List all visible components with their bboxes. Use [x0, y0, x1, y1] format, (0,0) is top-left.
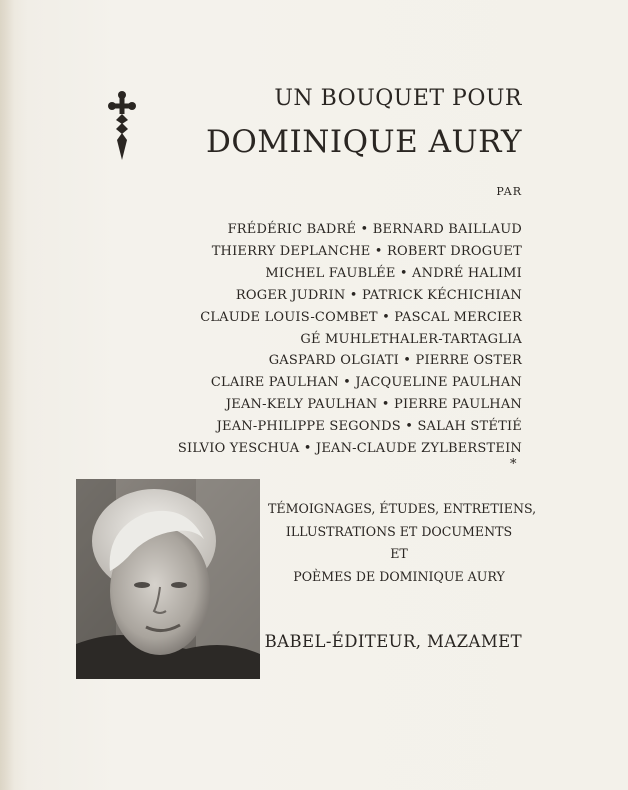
- author-line: ROGER JUDRIN • PATRICK KÉCHICHIAN: [235, 287, 522, 303]
- contents-description: [268, 498, 537, 588]
- title-line-1: UN BOUQUET POUR: [274, 86, 522, 111]
- description-line: ET: [390, 546, 408, 561]
- portrait-photo: [76, 479, 260, 679]
- description-line: POÈMES DE DOMINIQUE AURY: [293, 568, 505, 584]
- author-line: MICHEL FAUBLÉE • ANDRÉ HALIMI: [265, 265, 522, 281]
- cross-ornament-icon: [104, 90, 140, 160]
- authors-list: [178, 219, 522, 460]
- author-line: JEAN-KELY PAULHAN • PIERRE PAULHAN: [225, 397, 522, 413]
- author-line: FRÉDÉRIC BADRÉ • BERNARD BAILLAUD: [227, 222, 522, 237]
- author-line: GASPARD OLGIATI • PIERRE OSTER: [268, 353, 522, 369]
- description-line: ILLUSTRATIONS ET DOCUMENTS: [285, 523, 513, 539]
- separator-asterisk: *: [510, 457, 517, 472]
- author-line: CLAUDE LOUIS-COMBET • PASCAL MERCIER: [200, 309, 522, 325]
- publisher: BABEL-ÉDITEUR, MAZAMET: [264, 632, 522, 651]
- author-line: SILVIO YESCHUA • JEAN-CLAUDE ZYLBERSTEIN: [177, 441, 522, 457]
- by-label: PAR: [496, 185, 522, 198]
- author-line: THIERRY DEPLANCHE • ROBERT DROGUET: [211, 243, 522, 259]
- description-line: TÉMOIGNAGES, ÉTUDES, ENTRETIENS,: [268, 501, 537, 516]
- title-line-2: DOMINIQUE AURY: [205, 124, 522, 160]
- author-line: JEAN-PHILIPPE SEGONDS • SALAH STÉTIÉ: [216, 419, 522, 435]
- author-line: CLAIRE PAULHAN • JACQUELINE PAULHAN: [210, 375, 522, 391]
- author-line: GÉ MUHLETHALER-TARTAGLIA: [300, 331, 522, 347]
- spine-shadow: [0, 0, 14, 790]
